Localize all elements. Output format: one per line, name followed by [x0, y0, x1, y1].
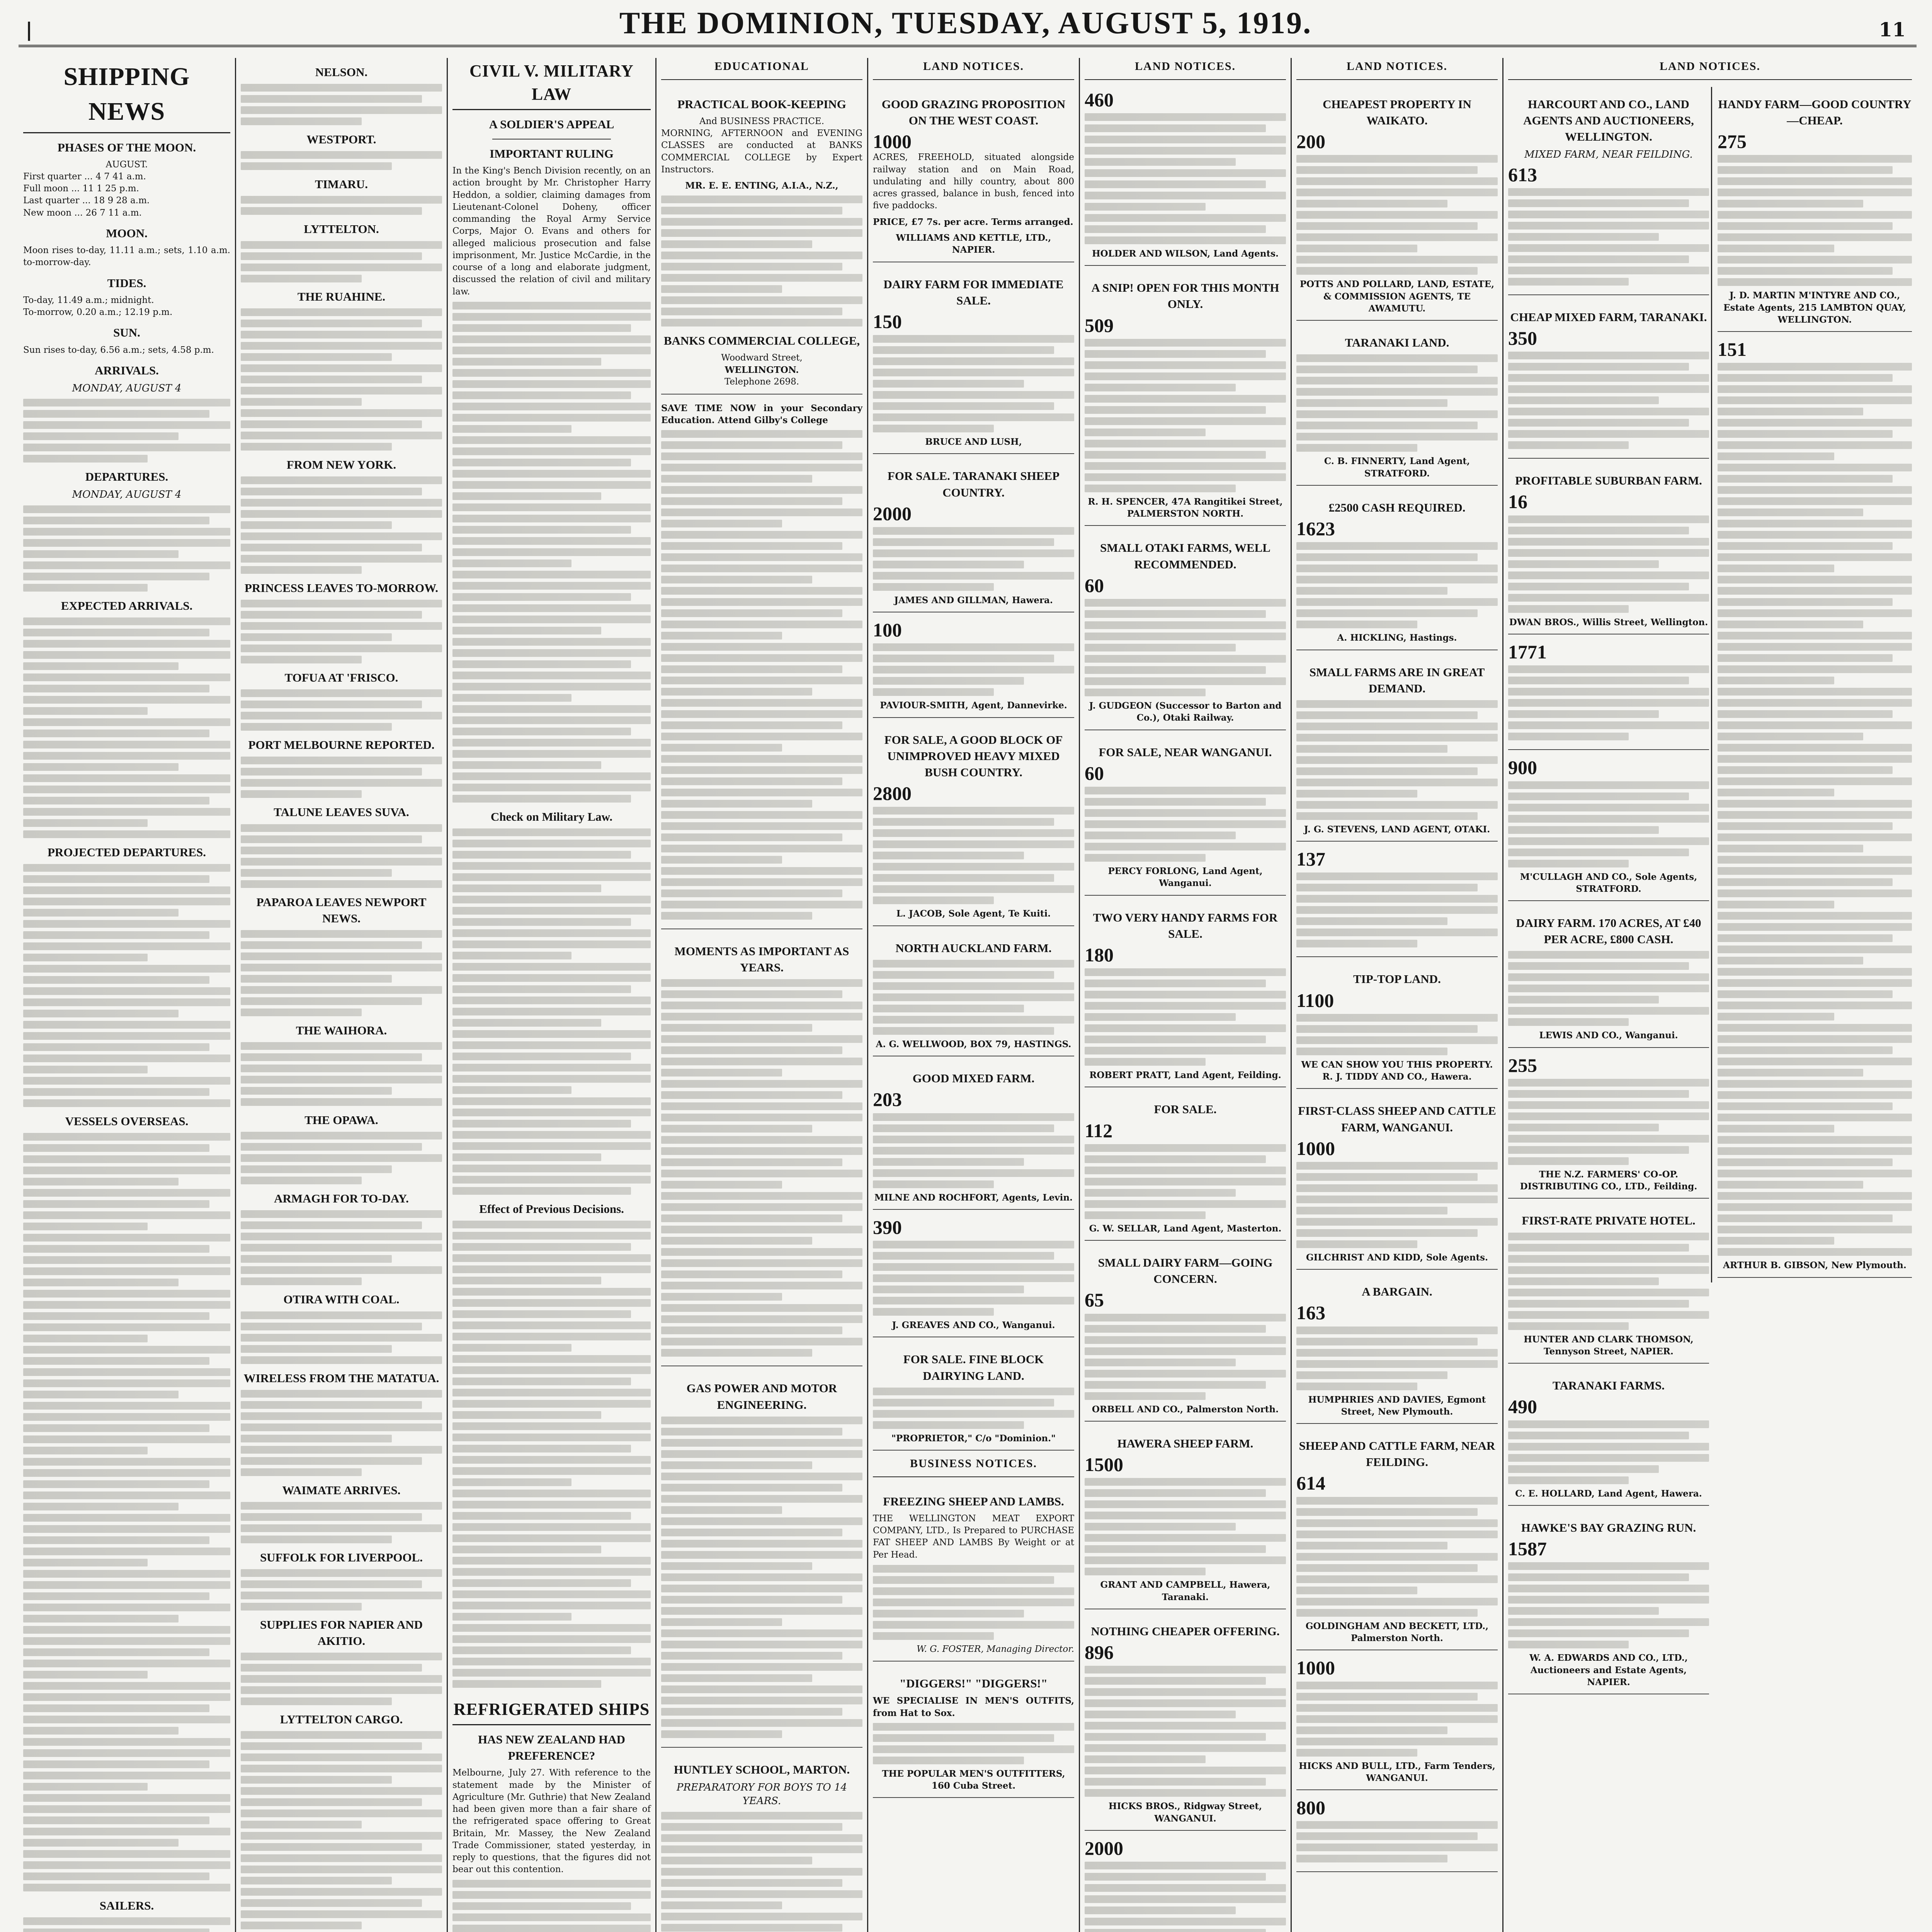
ad-agent: "PROPRIETOR," C/o "Dominion." — [891, 1433, 1056, 1444]
banks-college-line: Telephone 2698. — [724, 377, 799, 387]
acreage-number: 1587 — [1508, 1537, 1547, 1560]
column-shipping-continued — [235, 58, 447, 1932]
land-notices-header: LAND NOTICES. — [1296, 58, 1498, 80]
phases-line: AUGUST. — [105, 159, 148, 170]
ad-agent: J. G. STEVENS, LAND AGENT, OTAKI. — [1304, 824, 1490, 835]
ad-agent: HICKS BROS., Ridgway Street, WANGANUI. — [1108, 1801, 1262, 1824]
acreage-number: 100 — [873, 619, 902, 641]
ad-agent: ARTHUR B. GIBSON, New Plymouth. — [1723, 1260, 1906, 1271]
ad-agent: G. W. SELLAR, Land Agent, Masterton. — [1089, 1223, 1282, 1234]
ad-subheading: MIXED FARM, NEAR FEILDING. — [1524, 149, 1693, 161]
acreage-number: 2000 — [1085, 1837, 1123, 1859]
ad-agent: J. D. MARTIN M'INTYRE AND CO., Estate Agents, 215 LAMBTON QUAY, WELLINGTON. — [1723, 290, 1906, 325]
ad-heading: HARCOURT AND CO., LAND AGENTS AND AUCTIONEERS, WELLINGTON. — [1523, 97, 1694, 144]
educational-header: EDUCATIONAL — [661, 58, 862, 80]
ad-agent: PERCY FORLONG, Land Agent, Wanganui. — [1108, 866, 1263, 889]
ad-signature: W. G. FOSTER, Managing Director. — [917, 1644, 1074, 1654]
ad-text: ACRES, FREEHOLD, situated alongside railway station and on Main Road, undulating and hilly country, about 800 acres grassed, balance in bush, fenced into five paddocks. — [873, 152, 1074, 211]
ad-heading: GOOD GRAZING PROPOSITION ON THE WEST COAST. — [881, 97, 1066, 127]
ad-heading: GOOD MIXED FARM. — [912, 1071, 1035, 1085]
ad-signature: THE POPULAR MEN'S OUTFITTERS, 160 Cuba Street. — [882, 1768, 1065, 1791]
sun-line: Sun rises to-day, 6.56 a.m.; sets, 4.58 p.m. — [23, 345, 214, 355]
land-notices-header: LAND NOTICES. — [1085, 58, 1286, 80]
ad-agent: JAMES AND GILLMAN, Hawera. — [894, 595, 1053, 605]
ad-agent: GRANT AND CAMPBELL, Hawera, Taranaki. — [1100, 1580, 1270, 1602]
acreage-number: 1771 — [1508, 641, 1547, 663]
ad-agent: LEWIS AND CO., Wanganui. — [1539, 1030, 1678, 1041]
section-heading: NELSON. — [315, 65, 368, 79]
ad-heading: "DIGGERS!" "DIGGERS!" — [899, 1677, 1048, 1690]
acreage-number: 203 — [873, 1088, 902, 1111]
ad-heading: CHEAPEST PROPERTY IN WAIKATO. — [1323, 97, 1471, 127]
column-land-notices-1 — [867, 58, 1079, 1932]
land-notices-header: LAND NOTICES. — [1508, 58, 1912, 80]
section-heading: TOFUA AT 'FRISCO. — [284, 671, 398, 685]
refrigerated-ships-title: REFRIGERATED SHIPS — [452, 1698, 651, 1725]
acreage-number: 613 — [1508, 163, 1537, 185]
effect-previous-decisions-heading: Effect of Previous Decisions. — [479, 1202, 624, 1216]
ad-heading: FIRST-CLASS SHEEP AND CATTLE FARM, WANGANUI. — [1298, 1104, 1496, 1134]
moon-line: Moon rises to-day, 11.11 a.m.; sets, 1.10 a.m. to-morrow-day. — [23, 245, 230, 268]
acreage-number: 800 — [1296, 1797, 1325, 1819]
acreage-number: 112 — [1085, 1119, 1113, 1141]
departures-heading: DEPARTURES. — [85, 470, 168, 484]
section-heading: SUFFOLK FOR LIVERPOOL. — [260, 1550, 423, 1564]
section-heading: LYTTELTON. — [304, 222, 379, 236]
tides-heading: TIDES. — [107, 276, 146, 290]
ad-heading: £2500 CASH REQUIRED. — [1328, 500, 1466, 514]
masthead — [19, 7, 1917, 47]
ad-agent: ORBELL AND CO., Palmerston North. — [1092, 1404, 1279, 1415]
ad-heading: FOR SALE. FINE BLOCK DAIRYING LAND. — [903, 1352, 1044, 1383]
ad-agent: J. GREAVES AND CO., Wanganui. — [892, 1320, 1055, 1331]
tides-line: To-morrow, 0.20 a.m.; 12.19 p.m. — [23, 307, 173, 318]
projected-departures-heading: PROJECTED DEPARTURES. — [48, 845, 206, 859]
ad-heading: SMALL FARMS ARE IN GREAT DEMAND. — [1309, 665, 1485, 695]
acreage-number: 900 — [1508, 757, 1537, 779]
acreage-number: 460 — [1085, 88, 1114, 111]
moments-heading: MOMENTS AS IMPORTANT AS YEARS. — [674, 944, 849, 975]
masthead-left-mark: | — [26, 18, 33, 41]
page-number: 11 — [1879, 18, 1906, 41]
bookkeeping-subheading: And BUSINESS PRACTICE. — [699, 116, 825, 126]
important-ruling-heading: IMPORTANT RULING — [490, 146, 614, 160]
section-heading: SUPPLIES FOR NAPIER AND AKITIO. — [260, 1617, 423, 1648]
acreage-number: 2800 — [873, 782, 912, 804]
arrivals-date: MONDAY, AUGUST 4 — [72, 382, 182, 394]
section-heading: OTIRA WITH COAL. — [283, 1293, 400, 1306]
acreage-number: 151 — [1718, 338, 1747, 361]
ad-agent: DWAN BROS., Willis Street, Wellington. — [1509, 617, 1708, 628]
section-heading: LYTTELTON CARGO. — [280, 1713, 403, 1726]
article-intro: In the King's Bench Division recently, on an action brought by Mr. Christopher Harry Heddon, a soldier, claiming damages from Lieutenant-Colonel Doheny, officer commanding the Royal Army Service Corps, Major O. Evans and others for alleged malicious prosecution and false imprisonment, Mr. Justice McCardie, in the course of a long and elaborate judgment, discussed the relation of civil and military law. — [452, 165, 651, 297]
acreage-number: 509 — [1085, 314, 1114, 336]
ad-heading: FOR SALE, A GOOD BLOCK OF UNIMPROVED HEAVY MIXED BUSH COUNTRY. — [884, 733, 1063, 779]
ad-heading: PROFITABLE SUBURBAN FARM. — [1515, 474, 1702, 488]
ad-agent: HUMPHRIES AND DAVIES, Egmont Street, New Plymouth. — [1308, 1394, 1486, 1417]
banks-college-line: WELLINGTON. — [724, 364, 799, 375]
expected-arrivals-heading: EXPECTED ARRIVALS. — [61, 599, 193, 612]
ad-heading: TARANAKI FARMS. — [1553, 1379, 1665, 1393]
ad-heading: CHEAP MIXED FARM, TARANAKI. — [1510, 310, 1707, 324]
acreage-number: 60 — [1085, 762, 1104, 784]
ad-heading: TARANAKI LAND. — [1345, 336, 1449, 350]
column-land-notices-4 — [1502, 58, 1917, 1932]
ad-heading: HAWERA SHEEP FARM. — [1117, 1436, 1253, 1450]
acreage-number: 2000 — [873, 502, 912, 524]
ad-agent: POTTS AND POLLARD, LAND, ESTATE, & COMMISSION AGENTS, TE AWAMUTU. — [1299, 279, 1495, 314]
ad-heading: FOR SALE. — [1154, 1102, 1217, 1116]
sailers-heading: SAILERS. — [99, 1899, 154, 1913]
sun-heading: SUN. — [113, 326, 140, 340]
phases-line: Last quarter ... 18 9 28 a.m. — [23, 196, 150, 206]
shipping-news-title: SHIPPING NEWS — [23, 60, 230, 133]
ad-heading: FREEZING SHEEP AND LAMBS. — [883, 1494, 1064, 1508]
section-heading: WAIMATE ARRIVES. — [282, 1483, 401, 1497]
ad-agent: HUNTER AND CLARK THOMSON, Tennyson Street, NAPIER. — [1524, 1334, 1694, 1357]
ad-agent: L. JACOB, Sole Agent, Te Kuiti. — [896, 908, 1051, 919]
section-heading: TIMARU. — [315, 177, 368, 191]
ad-agent: BRUCE AND LUSH, — [925, 437, 1022, 447]
banks-college-line: Woodward Street, — [721, 352, 803, 363]
phases-line: Full moon ... 11 1 25 p.m. — [23, 184, 139, 194]
ad-text: THE WELLINGTON MEAT EXPORT COMPANY, LTD., Is Prepared to PURCHASE FAT SHEEP AND LAMBS By Weight or at Per Head. — [873, 1513, 1074, 1560]
tides-line: To-day, 11.49 a.m.; midnight. — [23, 295, 154, 305]
refrigerated-ships-intro: Melbourne, July 27. With reference to the statement made by the Minister of Agriculture (Mr. Guthrie) that New Zealand had been given more than a fair share of the refrigerated space offering to Great Britain, Mr. Massey, the New Zealand Trade Commissioner, stated yesterday, in reply to questions, that the figures did not bear out this contention. — [452, 1768, 651, 1875]
ad-agent: A. G. WELLWOOD, BOX 79, HASTINGS. — [876, 1039, 1071, 1049]
section-heading: THE RUAHINE. — [297, 289, 386, 303]
ad-heading: HAWKE'S BAY GRAZING RUN. — [1521, 1520, 1696, 1534]
huntley-school-heading: HUNTLEY SCHOOL, MARTON. — [673, 1762, 850, 1776]
column-shipping-news — [19, 58, 235, 1932]
refrigerated-ships-subheading: HAS NEW ZEALAND HAD PREFERENCE? — [478, 1733, 625, 1763]
ad-agent: PAVIOUR-SMITH, Agent, Dannevirke. — [880, 700, 1067, 711]
ad-text: WE SPECIALISE IN MEN'S OUTFITS, from Hat to Sox. — [873, 1696, 1074, 1718]
ad-agent: HICKS AND BULL, LTD., Farm Tenders, WANGANUI. — [1299, 1760, 1495, 1783]
section-heading: TALUNE LEAVES SUVA. — [274, 805, 409, 819]
ad-heading: FIRST-RATE PRIVATE HOTEL. — [1522, 1214, 1696, 1228]
acreage-number: 180 — [1085, 944, 1114, 966]
acreage-number: 255 — [1508, 1054, 1537, 1076]
ad-heading: TWO VERY HANDY FARMS FOR SALE. — [1093, 910, 1278, 940]
ad-heading: FOR SALE. TARANAKI SHEEP COUNTRY. — [888, 469, 1060, 499]
departures-date: MONDAY, AUGUST 4 — [72, 489, 182, 501]
acreage-number: 1623 — [1296, 518, 1335, 540]
ad-heading: FOR SALE, NEAR WANGANUI. — [1099, 745, 1272, 759]
ad-agent: MILNE AND ROCHFORT, Agents, Levin. — [874, 1192, 1073, 1203]
acreage-number: 896 — [1085, 1641, 1114, 1663]
acreage-number: 490 — [1508, 1396, 1537, 1418]
civil-military-title: CIVIL V. MILITARY LAW — [452, 60, 651, 110]
ad-price: PRICE, £7 7s. per acre. Terms arranged. — [873, 216, 1073, 227]
ad-heading: NORTH AUCKLAND FARM. — [895, 941, 1052, 955]
ad-agent: R. H. SPENCER, 47A Rangitikei Street, PALMERSTON NORTH. — [1088, 496, 1283, 519]
ad-agent: WILLIAMS AND KETTLE, LTD., NAPIER. — [896, 232, 1051, 255]
section-heading: THE WAIHORA. — [296, 1023, 387, 1037]
column-land-notices-2 — [1079, 58, 1291, 1932]
acreage-number: 137 — [1296, 848, 1325, 870]
arrivals-heading: ARRIVALS. — [95, 363, 159, 377]
ad-agent: W. A. EDWARDS AND CO., LTD., Auctioneers and Estate Agents, NAPIER. — [1529, 1653, 1688, 1687]
soldiers-appeal-subheading: A SOLDIER'S APPEAL — [489, 117, 614, 131]
ad-agent: ROBERT PRATT, Land Agent, Feilding. — [1089, 1070, 1281, 1081]
acreage-number: 1000 — [873, 131, 912, 153]
business-notices-header: BUSINESS NOTICES. — [873, 1455, 1074, 1477]
banks-college-name: BANKS COMMERCIAL COLLEGE, — [663, 333, 860, 347]
ad-agent: A. HICKLING, Hastings. — [1337, 633, 1457, 643]
gilbys-college-heading: SAVE TIME NOW in your Secondary Education. Attend Gilby's College — [661, 403, 862, 425]
acreage-number: 16 — [1508, 491, 1527, 513]
column-civil-military-law — [447, 58, 655, 1932]
section-heading: THE OPAWA. — [304, 1113, 378, 1127]
ad-agent: J. GUDGEON (Successor to Barton and Co.), Otaki Railway. — [1089, 701, 1282, 723]
ad-agent: GOLDINGHAM AND BECKETT, LTD., Palmerston North. — [1305, 1621, 1489, 1643]
acreage-number: 163 — [1296, 1302, 1325, 1324]
moon-heading: MOON. — [106, 226, 148, 240]
ad-heading: A BARGAIN. — [1362, 1285, 1432, 1299]
ad-heading: DAIRY FARM FOR IMMEDIATE SALE. — [883, 277, 1064, 307]
ad-heading: NOTHING CHEAPER OFFERING. — [1091, 1624, 1280, 1638]
vessels-overseas-heading: VESSELS OVERSEAS. — [65, 1114, 189, 1128]
section-heading: WIRELESS FROM THE MATATUA. — [243, 1371, 439, 1385]
acreage-number: 614 — [1296, 1472, 1325, 1494]
ad-agent: GILCHRIST AND KIDD, Sole Agents. — [1306, 1252, 1488, 1263]
acreage-number: 60 — [1085, 574, 1104, 596]
land-notices-header: LAND NOTICES. — [873, 58, 1074, 80]
acreage-number: 1500 — [1085, 1454, 1123, 1476]
ad-agent: HOLDER AND WILSON, Land Agents. — [1092, 248, 1279, 259]
acreage-number: 1000 — [1296, 1657, 1335, 1679]
phases-heading: PHASES OF THE MOON. — [57, 140, 196, 154]
ad-heading: A SNIP! OPEN FOR THIS MONTH ONLY. — [1091, 281, 1279, 311]
phases-line: First quarter ... 4 7 41 a.m. — [23, 171, 146, 182]
acreage-number: 350 — [1508, 327, 1537, 349]
ad-agent: THE N.Z. FARMERS' CO-OP. DISTRIBUTING CO., LTD., Feilding. — [1520, 1169, 1697, 1192]
acreage-number: 390 — [873, 1216, 902, 1238]
section-heading: PORT MELBOURNE REPORTED. — [248, 738, 435, 752]
column-educational — [655, 58, 867, 1932]
ad-heading: SHEEP AND CATTLE FARM, NEAR FEILDING. — [1299, 1439, 1495, 1469]
ad-agent: C. E. HOLLARD, Land Agent, Hawera. — [1515, 1488, 1702, 1499]
ad-heading: TIP-TOP LAND. — [1353, 972, 1441, 986]
acreage-number: 275 — [1718, 131, 1747, 153]
phases-line: New moon ... 26 7 11 a.m. — [23, 207, 142, 218]
bookkeeping-principal: MR. E. E. ENTING, A.I.A., N.Z., — [685, 180, 838, 191]
ad-agent: M'CULLAGH AND CO., Sole Agents, STRATFORD. — [1520, 871, 1697, 894]
gas-power-heading: GAS POWER AND MOTOR ENGINEERING. — [686, 1381, 837, 1412]
acreage-number: 150 — [873, 310, 902, 332]
ad-heading: SMALL OTAKI FARMS, WELL RECOMMENDED. — [1100, 541, 1270, 571]
section-heading: PRINCESS LEAVES TO-MORROW. — [244, 581, 439, 595]
column-land-notices-3 — [1291, 58, 1502, 1932]
section-heading: WESTPORT. — [306, 133, 376, 146]
acreage-number: 65 — [1085, 1289, 1104, 1311]
ad-agent: R. J. TIDDY AND CO., Hawera. — [1322, 1071, 1472, 1082]
ad-text: WE CAN SHOW YOU THIS PROPERTY. — [1301, 1059, 1493, 1070]
check-on-military-law-heading: Check on Military Law. — [490, 810, 613, 823]
ad-agent: C. B. FINNERTY, Land Agent, STRATFORD. — [1324, 456, 1470, 479]
acreage-number: 1000 — [1296, 1137, 1335, 1159]
section-heading: PAPAROA LEAVES NEWPORT NEWS. — [256, 895, 427, 925]
huntley-school-subheading: PREPARATORY FOR BOYS TO 14 YEARS. — [676, 1781, 847, 1807]
section-heading: FROM NEW YORK. — [286, 457, 396, 471]
ad-heading: HANDY FARM—GOOD COUNTRY—CHEAP. — [1718, 97, 1912, 127]
bookkeeping-text: MORNING, AFTERNOON and EVENING CLASSES are conducted at BANKS COMMERCIAL COLLEGE by Expert Instructors. — [661, 128, 862, 175]
masthead-title: THE DOMINION, TUESDAY, AUGUST 5, 1919. — [619, 6, 1312, 40]
ad-heading: SMALL DAIRY FARM—GOING CONCERN. — [1098, 1256, 1273, 1286]
ad-heading: DAIRY FARM. 170 ACRES, AT £40 PER ACRE, £800 CASH. — [1516, 916, 1701, 946]
section-heading: ARMAGH FOR TO-DAY. — [274, 1192, 409, 1206]
bookkeeping-heading: PRACTICAL BOOK-KEEPING — [677, 97, 846, 111]
acreage-number: 200 — [1296, 131, 1325, 153]
acreage-number: 1100 — [1296, 989, 1334, 1011]
